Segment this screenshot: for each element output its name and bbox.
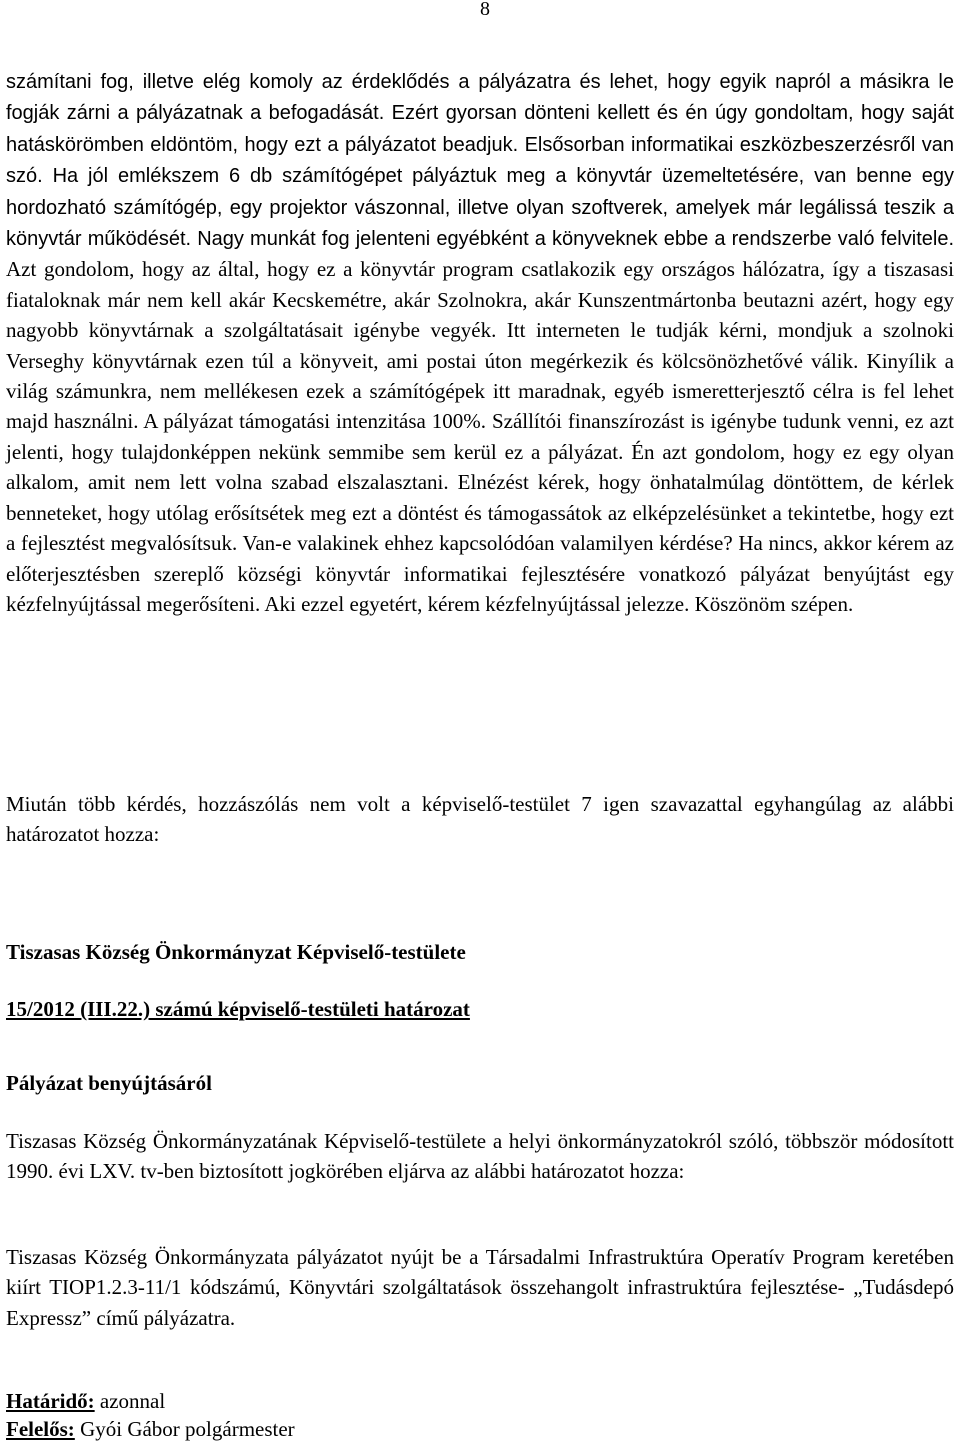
- resolution-number: [6, 994, 954, 1024]
- legal-basis-paragraph: Tiszasas Község Önkormányzatának Képviselő-testülete a helyi önkormányzatokról szóló, többször módosított 1990. évi LXV. tv-ben biztosított jogkörében eljárva az alábbi határozatot hozza:: [6, 1129, 954, 1184]
- council-title: Tiszasas Község Önkormányzat Képviselő-testülete: [6, 940, 466, 964]
- resolution-subject: Pályázat benyújtásáról: [6, 1071, 212, 1095]
- vote-paragraph: Miután több kérdés, hozzászólás nem volt a képviselő-testület 7 igen szavazattal egyhangúlag az alábbi határozatot hozza:: [6, 792, 954, 847]
- deadline-line: [6, 1386, 954, 1416]
- speech-sans-part: számítani fog, illetve elég komoly az érdeklődés a pályázatra és lehet, hogy egyik napról a másikra le fogják zárni a pályázatnak a befogadását. Ezért gyorsan dönteni kellett és én úgy gondoltam, hogy saját hatáskörömben eldöntöm, hogy ezt a pályázatot beadjuk. Elsősorban informatikai eszközbeszerzésről van szó. Ha jól emlékszem 6 db számítógépet pályáztuk meg a könyvtár üzemeltetésére, van benne egy hordozható számítógép, egy projektor vászonnal, illetve olyan szoftverek, amelyek már legálissá teszik a könyvtár működését. Nagy munkát fog jelenteni egyébként a könyveknek ebbe a rendszerbe való felvitele.: [6, 71, 954, 251]
- deadline-value: azonnal: [99, 1389, 166, 1413]
- speech-serif-part: Azt gondolom, hogy az által, hogy ez a könyvtár program csatlakozik egy országos hálózatra, így a tiszasasi fiataloknak már nem kell akár Kecskemétre, akár Szolnokra, akár Kunszentmártonba beutazni azért, hogy egy nagyobb könyvtárnak a szolgáltatásait igénybe vegyék. Itt interneten le tudják kérni, mondjuk a szolnoki Verseghy könyvtárnak ezen túl a könyveit, ami postai úton megérkezik és kölcsönözhetővé válik. Kinyílik a világ számunkra, nem mellékesen ezek a számítógépek itt maradnak, egyéb ismeretterjesztő célra is fel lehet majd használni. A pályázat támogatási intenzitása 100%. Szállítói finanszírozást is igénybe tudunk venni, ez azt jelenti, hogy tulajdonképpen nekünk semmibe sem kerül ez a pályázat. Én azt gondolom, hogy ez egy olyan alkalom, amit nem lett volna szabad elszalasztani. Elnézést kérek, hogy önhatalmúlag döntöttem, de kérlek benneteket, hogy utólag erősítsétek meg ezt a döntést és támogassátok az elképzelésünket a tekintetbe, hogy ezt a fejlesztést megvalósítsuk. Van-e valakinek ehhez kapcsolódóan valamilyen kérdése? Ha nincs, akkor kérem az előterjesztésben szereplő községi könyvtár informatikai fejlesztésére vonatkozó pályázat benyújtást egy kézfelnyújtással megerősíteni. Aki ezzel egyetért, kérem kézfelnyújtással jelezze. Köszönöm szépen.: [6, 257, 954, 616]
- responsible-line: [6, 1414, 954, 1444]
- responsible-label: Felelős:: [6, 1417, 75, 1441]
- deadline-label: Határidő:: [6, 1389, 95, 1413]
- speech-paragraph: [6, 66, 954, 619]
- page-number: 8: [480, 0, 490, 20]
- responsible-value: Gyói Gábor polgármester: [80, 1417, 295, 1441]
- decision-paragraph: Tiszasas Község Önkormányzata pályázatot nyújt be a Társadalmi Infrastruktúra Operatív Program keretében kiírt TIOP1.2.3-11/1 kódszámú, Könyvtári szolgáltatások összehangolt infrastruktúra fejlesztése- „Tudásdepó Expressz” című pályázatra.: [6, 1245, 954, 1330]
- resolution-number-text: 15/2012 (III.22.) számú képviselő-testületi határozat: [6, 997, 470, 1021]
